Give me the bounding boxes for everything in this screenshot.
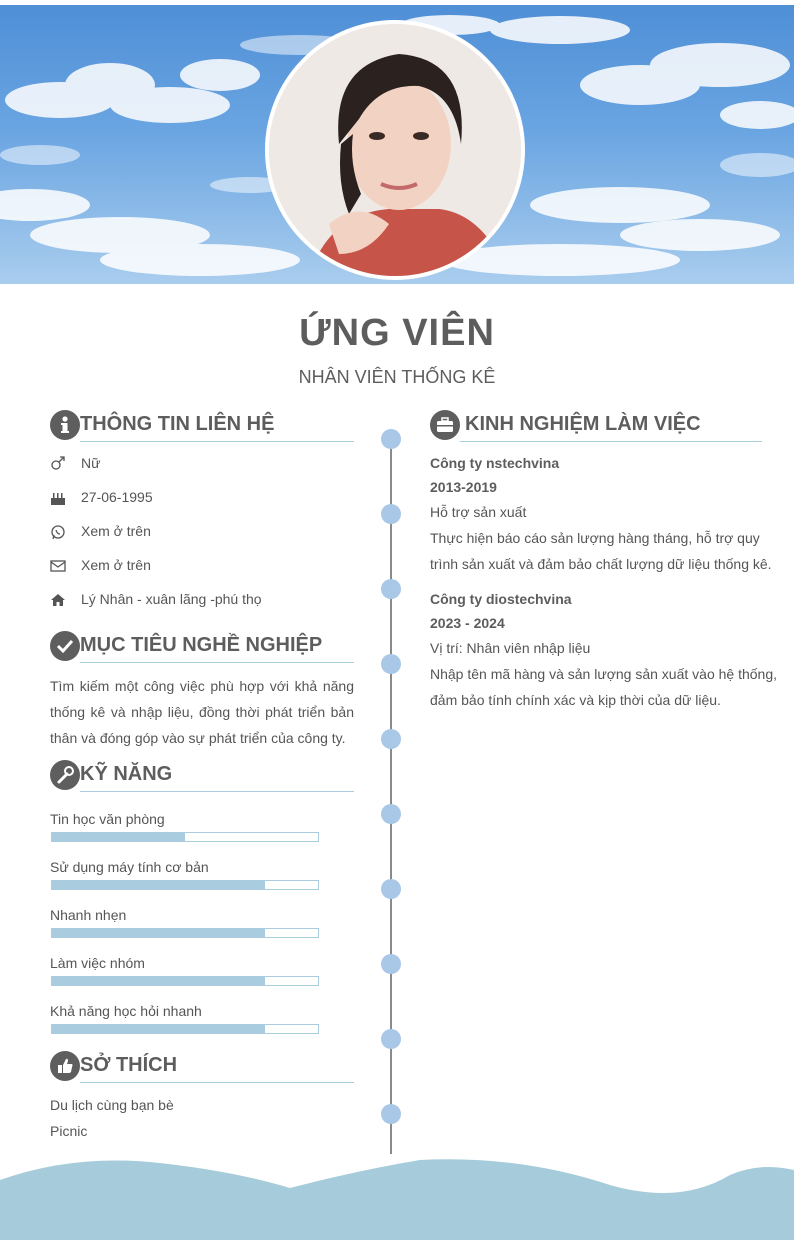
skills-section-heading [50, 760, 354, 794]
timeline-dot [381, 429, 401, 449]
contact-section-heading [50, 410, 354, 444]
timeline-dot [381, 1104, 401, 1124]
skill-label: Sử dụng máy tính cơ bản [50, 859, 209, 875]
contact-email-text: Xem ở trên [81, 557, 151, 573]
skill-bar-fill [52, 929, 265, 937]
timeline-dot [381, 579, 401, 599]
skill-bar-fill [52, 833, 185, 841]
footer-wave [0, 1140, 800, 1240]
timeline-dot [381, 654, 401, 674]
timeline-dot [381, 729, 401, 749]
skill-bar-fill [52, 977, 265, 985]
skill-bar [51, 928, 319, 938]
divider [80, 441, 354, 442]
timeline-dot [381, 879, 401, 899]
divider [80, 1082, 354, 1083]
timeline-dot [381, 504, 401, 524]
timeline-dot [381, 954, 401, 974]
timeline-dot [381, 804, 401, 824]
skill-bar-fill [52, 1025, 265, 1033]
job-position: Hỗ trợ sản xuất [430, 504, 527, 520]
hobby-item: Picnic [50, 1123, 88, 1139]
birthday-cake-icon [50, 490, 66, 506]
info-icon [50, 410, 80, 440]
job-company: Công ty nstechvina [430, 455, 560, 471]
job-years: 2013-2019 [430, 479, 497, 495]
candidate-position: NHÂN VIÊN THỐNG KÊ [298, 367, 496, 387]
candidate-name: ỨNG VIÊN [299, 312, 495, 354]
divider [80, 791, 354, 792]
skill-label: Khả năng học hỏi nhanh [50, 1003, 202, 1019]
skill-bar [51, 832, 319, 842]
phone-icon [50, 524, 66, 540]
skill-label: Tin học văn phòng [50, 811, 165, 827]
divider [460, 441, 762, 442]
contact-gender-text: Nữ [81, 455, 101, 471]
divider [80, 662, 354, 663]
objective-text: Tìm kiếm một công việc phù hợp với khả năng thống kê và nhập liệu, đồng thời phát triển bản thân và đóng góp vào sự phát triển của công ty. [50, 678, 354, 746]
gender-icon [50, 456, 66, 472]
skill-label: Nhanh nhẹn [50, 907, 127, 923]
email-icon [50, 558, 66, 574]
job-position: Vị trí: Nhân viên nhập liệu [430, 640, 591, 656]
check-icon [50, 631, 80, 661]
contact-title: THÔNG TIN LIÊN HỆ [80, 413, 275, 435]
skills-title: KỸ NĂNG [80, 763, 173, 785]
job-description: Thực hiện báo cáo sản lượng hàng tháng, hỗ trợ quy trình sản xuất và đảm bảo chất lượng dữ liệu thống kê. [430, 530, 772, 572]
skill-bar [51, 976, 319, 986]
header-banner [0, 5, 794, 284]
objective-section-heading [50, 631, 354, 665]
contact-birthday-text: 27-06-1995 [81, 489, 153, 505]
avatar [265, 20, 525, 280]
job-description: Nhập tên mã hàng và sản lượng sản xuất vào hệ thống, đảm bảo tính chính xác và kịp thời của dữ liệu. [430, 666, 778, 708]
skill-bar-fill [52, 881, 265, 889]
timeline-dot [381, 1029, 401, 1049]
job-company: Công ty diostechvina [430, 591, 572, 607]
experience-section-heading [430, 410, 762, 444]
skill-bar [51, 880, 319, 890]
thumbs-up-icon [50, 1051, 80, 1081]
job-years: 2023 - 2024 [430, 615, 505, 631]
hobbies-section-heading [50, 1051, 354, 1085]
wrench-icon [50, 760, 80, 790]
hobbies-title: SỞ THÍCH [80, 1054, 178, 1076]
experience-title: KINH NGHIỆM LÀM VIỆC [465, 413, 701, 435]
objective-title: MỤC TIÊU NGHỀ NGHIỆP [80, 634, 323, 656]
skill-bar [51, 1024, 319, 1034]
home-icon [50, 592, 66, 608]
briefcase-icon [430, 410, 460, 440]
skill-label: Làm việc nhóm [50, 955, 145, 971]
contact-address-text: Lý Nhân - xuân lãng -phú thọ [81, 591, 262, 607]
avatar-photo [269, 24, 521, 276]
contact-phone-text: Xem ở trên [81, 523, 151, 539]
hobby-item: Du lịch cùng bạn bè [50, 1097, 174, 1113]
